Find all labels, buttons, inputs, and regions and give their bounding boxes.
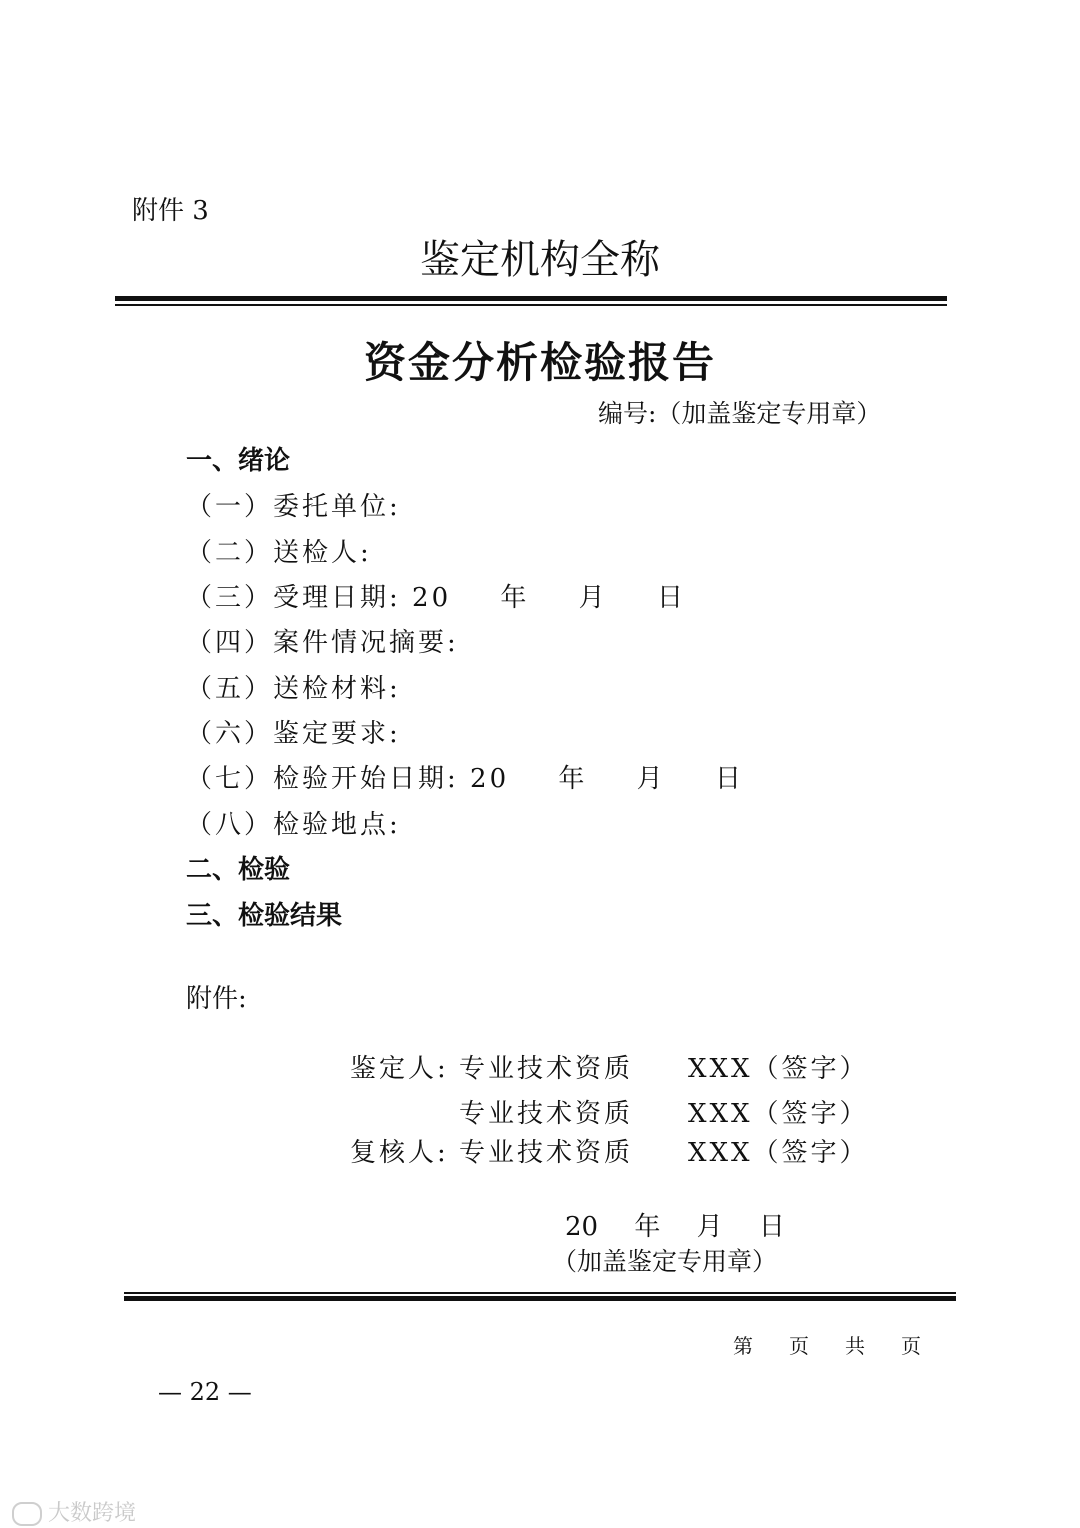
- page-gong: 共: [845, 1334, 865, 1358]
- header-rule-thick: [115, 296, 947, 301]
- page-number: — 22 —: [158, 1378, 252, 1406]
- attachment-number: 附件 3: [132, 196, 209, 226]
- page-ye: 页: [789, 1334, 809, 1358]
- item-entrusting-unit: （一）委托单位:: [186, 492, 401, 522]
- signing-year-prefix: 20: [565, 1212, 599, 1242]
- footer-rule-thick: [124, 1296, 956, 1301]
- start-month: 月: [636, 764, 666, 794]
- signing-month: 月: [696, 1212, 723, 1242]
- acceptance-day: 日: [656, 583, 686, 613]
- item-case-summary: （四）案件情况摘要:: [186, 628, 459, 658]
- seal-note: （加盖鉴定专用章）: [552, 1247, 778, 1276]
- header-rule-thin: [115, 304, 947, 306]
- item-acceptance-date: [186, 577, 686, 614]
- item-inspection-start-date: [186, 758, 744, 795]
- report-number: 编号:（加盖鉴定专用章）: [598, 399, 882, 428]
- watermark: [12, 1496, 136, 1527]
- item-inspection-location: （八）检验地点:: [186, 810, 401, 840]
- signing-day: 日: [758, 1212, 785, 1242]
- start-year: 年: [558, 764, 588, 794]
- attachments-label: 附件:: [186, 984, 247, 1014]
- page-di: 第: [733, 1334, 753, 1358]
- start-year-prefix: 20: [470, 764, 510, 794]
- page-ye2: 页: [901, 1334, 921, 1358]
- appraiser-qualification-1: 专业技术资质: [459, 1054, 634, 1084]
- item-requirements: （六）鉴定要求:: [186, 719, 401, 749]
- acceptance-month: 月: [578, 583, 608, 613]
- appraiser-signature-2: XXX（签字）: [688, 1099, 869, 1129]
- appraiser-signature-1: XXX（签字）: [688, 1054, 869, 1084]
- section-inspection: 二、检验: [186, 855, 291, 885]
- appraiser-qualification-2: 专业技术资质: [459, 1099, 634, 1129]
- footer-rule-thin: [124, 1292, 956, 1294]
- appraiser-label: 鉴定人:: [350, 1054, 449, 1084]
- reviewer-qualification: 专业技术资质: [459, 1138, 634, 1168]
- section-results: 三、检验结果: [186, 901, 343, 931]
- section-introduction: 一、绪论: [186, 446, 291, 476]
- signing-year: 年: [634, 1212, 661, 1242]
- acceptance-year: 年: [500, 583, 530, 613]
- institution-name: 鉴定机构全称: [420, 237, 660, 283]
- acceptance-year-prefix: 20: [412, 583, 452, 613]
- start-date-label: （七）检验开始日期:: [186, 764, 459, 794]
- reviewer-label: 复核人:: [350, 1138, 449, 1168]
- item-submitted-materials: （五）送检材料:: [186, 674, 401, 704]
- reviewer-signature: XXX（签字）: [688, 1138, 869, 1168]
- watermark-logo-icon: [12, 1502, 42, 1526]
- page-info: [733, 1330, 957, 1359]
- report-title: 资金分析检验报告: [363, 338, 716, 387]
- acceptance-date-label: （三）受理日期:: [186, 583, 401, 613]
- watermark-text: 大数跨境: [48, 1501, 137, 1526]
- item-submitter: （二）送检人:: [186, 538, 372, 568]
- start-day: 日: [714, 764, 744, 794]
- signing-date: [565, 1206, 785, 1243]
